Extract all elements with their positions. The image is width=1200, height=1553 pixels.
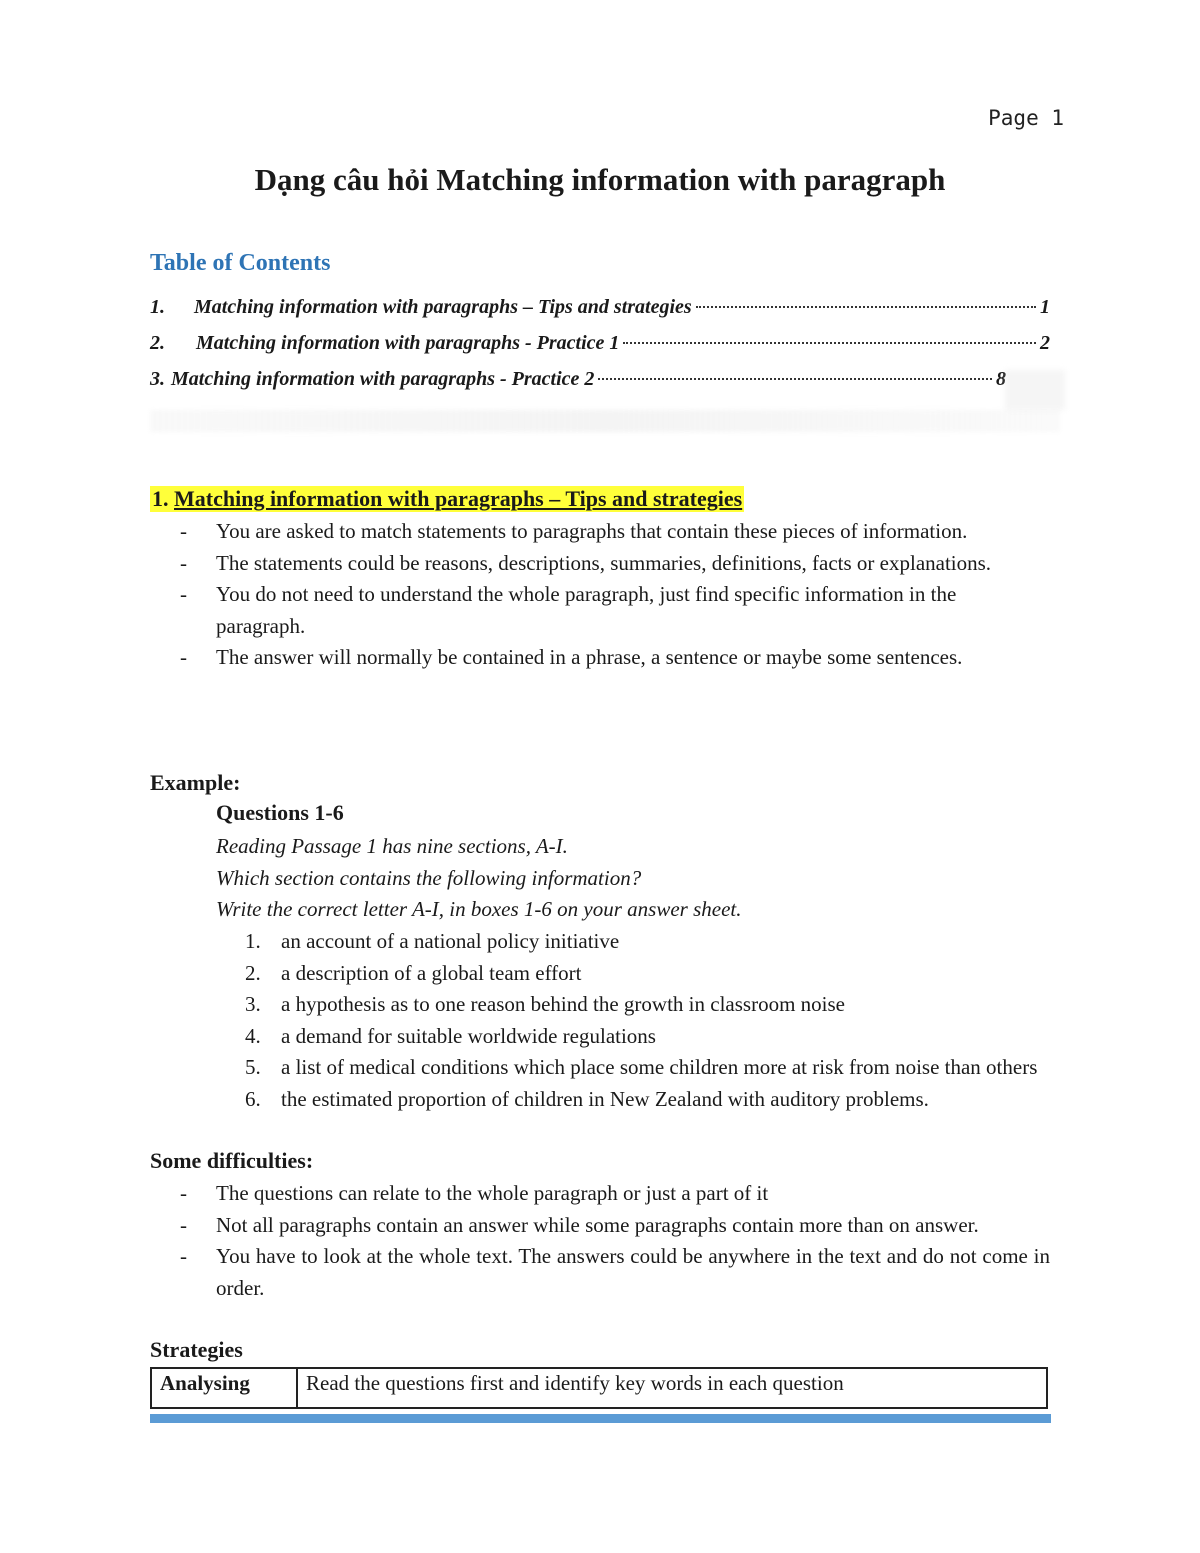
list-item: - You are asked to match statements to paragraphs that contain these pieces of information. — [180, 516, 1050, 548]
question-list — [245, 926, 1051, 1116]
section-title: Matching information with paragraphs – Tips and strategies — [174, 486, 743, 511]
question-number: 1. — [245, 929, 261, 953]
section-1-heading — [150, 486, 744, 512]
faded-watermark-strip — [150, 410, 1060, 432]
list-item: - You have to look at the whole text. The answers could be anywhere in the text and do not come in order. — [180, 1241, 1050, 1304]
toc-entry-page: 1 — [1040, 296, 1050, 318]
question-text: a hypothesis as to one reason behind the growth in classroom noise — [281, 992, 845, 1017]
document-title: Dạng câu hỏi Matching information with paragraph — [254, 162, 946, 197]
table-row — [151, 1368, 1047, 1408]
question-number: 5. — [245, 1055, 261, 1080]
toc-entry-1[interactable] — [150, 296, 1050, 319]
toc-entry-number: 1. — [150, 296, 165, 318]
difficulties-list — [180, 1178, 1050, 1304]
question-item — [245, 1021, 1051, 1053]
toc-entry-number: 3. — [150, 368, 165, 390]
question-text: an account of a national policy initiative — [281, 929, 620, 953]
difficulties-label: Some difficulties: — [150, 1148, 314, 1173]
toc-entry-text: Matching information with paragraphs - Practice 2 — [171, 368, 595, 390]
section-number: 1. — [152, 486, 169, 511]
question-text: a demand for suitable worldwide regulations — [281, 1023, 656, 1048]
example-label: Example: — [150, 770, 241, 795]
question-item — [245, 1084, 1051, 1116]
strategies-table — [150, 1367, 1048, 1409]
question-text: a description of a global team effort — [281, 960, 582, 985]
question-text: the estimated proportion of children in New Zealand with auditory problems. — [281, 1086, 929, 1111]
question-text: a list of medical conditions which place some children more at risk from noise than others — [281, 1055, 1038, 1080]
faded-watermark-mark — [1005, 370, 1065, 410]
instruction-line: Reading Passage 1 has nine sections, A-I. — [216, 834, 568, 858]
bottom-divider — [150, 1414, 1051, 1423]
question-number: 6. — [245, 1086, 261, 1111]
list-item: - You do not need to understand the whole paragraph, just find specific information in the paragraph. — [180, 579, 1050, 642]
table-cell-value: Read the questions first and identify key words in each question — [297, 1368, 1047, 1408]
toc-dot-leader — [623, 342, 1036, 344]
instruction-line: Which section contains the following information? — [216, 866, 642, 890]
toc-dot-leader — [696, 306, 1036, 308]
question-item — [245, 958, 1051, 990]
question-number: 2. — [245, 960, 261, 985]
question-number: 3. — [245, 992, 261, 1017]
instruction-line: Write the correct letter A-I, in boxes 1-6 on your answer sheet. — [216, 897, 742, 921]
toc-entry-2[interactable] — [150, 332, 1050, 355]
question-item — [245, 989, 1051, 1021]
list-item: - The statements could be reasons, descriptions, summaries, definitions, facts or explanations. — [180, 548, 1050, 580]
toc-entry-text: Matching information with paragraphs – Tips and strategies — [194, 296, 692, 318]
list-item: - The answer will normally be contained in a phrase, a sentence or maybe some sentences. — [180, 642, 1050, 674]
strategies-label: Strategies — [150, 1337, 243, 1362]
question-number: 4. — [245, 1023, 261, 1048]
table-cell-key: Analysing — [151, 1368, 297, 1408]
list-item: - Not all paragraphs contain an answer while some paragraphs contain more than on answer. — [180, 1210, 1050, 1242]
toc-entry-page: 2 — [1040, 332, 1050, 354]
toc-entry-text: Matching information with paragraphs - Practice 1 — [196, 332, 620, 354]
tips-list — [180, 516, 1050, 674]
toc-heading: Table of Contents — [150, 250, 331, 276]
page-number: Page 1 — [988, 106, 1064, 130]
toc-entry-number: 2. — [150, 332, 165, 354]
question-item — [245, 926, 1051, 958]
toc-dot-leader — [598, 378, 992, 380]
toc-entry-3[interactable] — [150, 368, 1006, 391]
questions-heading: Questions 1-6 — [216, 800, 344, 825]
toc-entry-page: 8 — [996, 368, 1006, 390]
question-item — [245, 1052, 1051, 1084]
list-item: - The questions can relate to the whole paragraph or just a part of it — [180, 1178, 1050, 1210]
